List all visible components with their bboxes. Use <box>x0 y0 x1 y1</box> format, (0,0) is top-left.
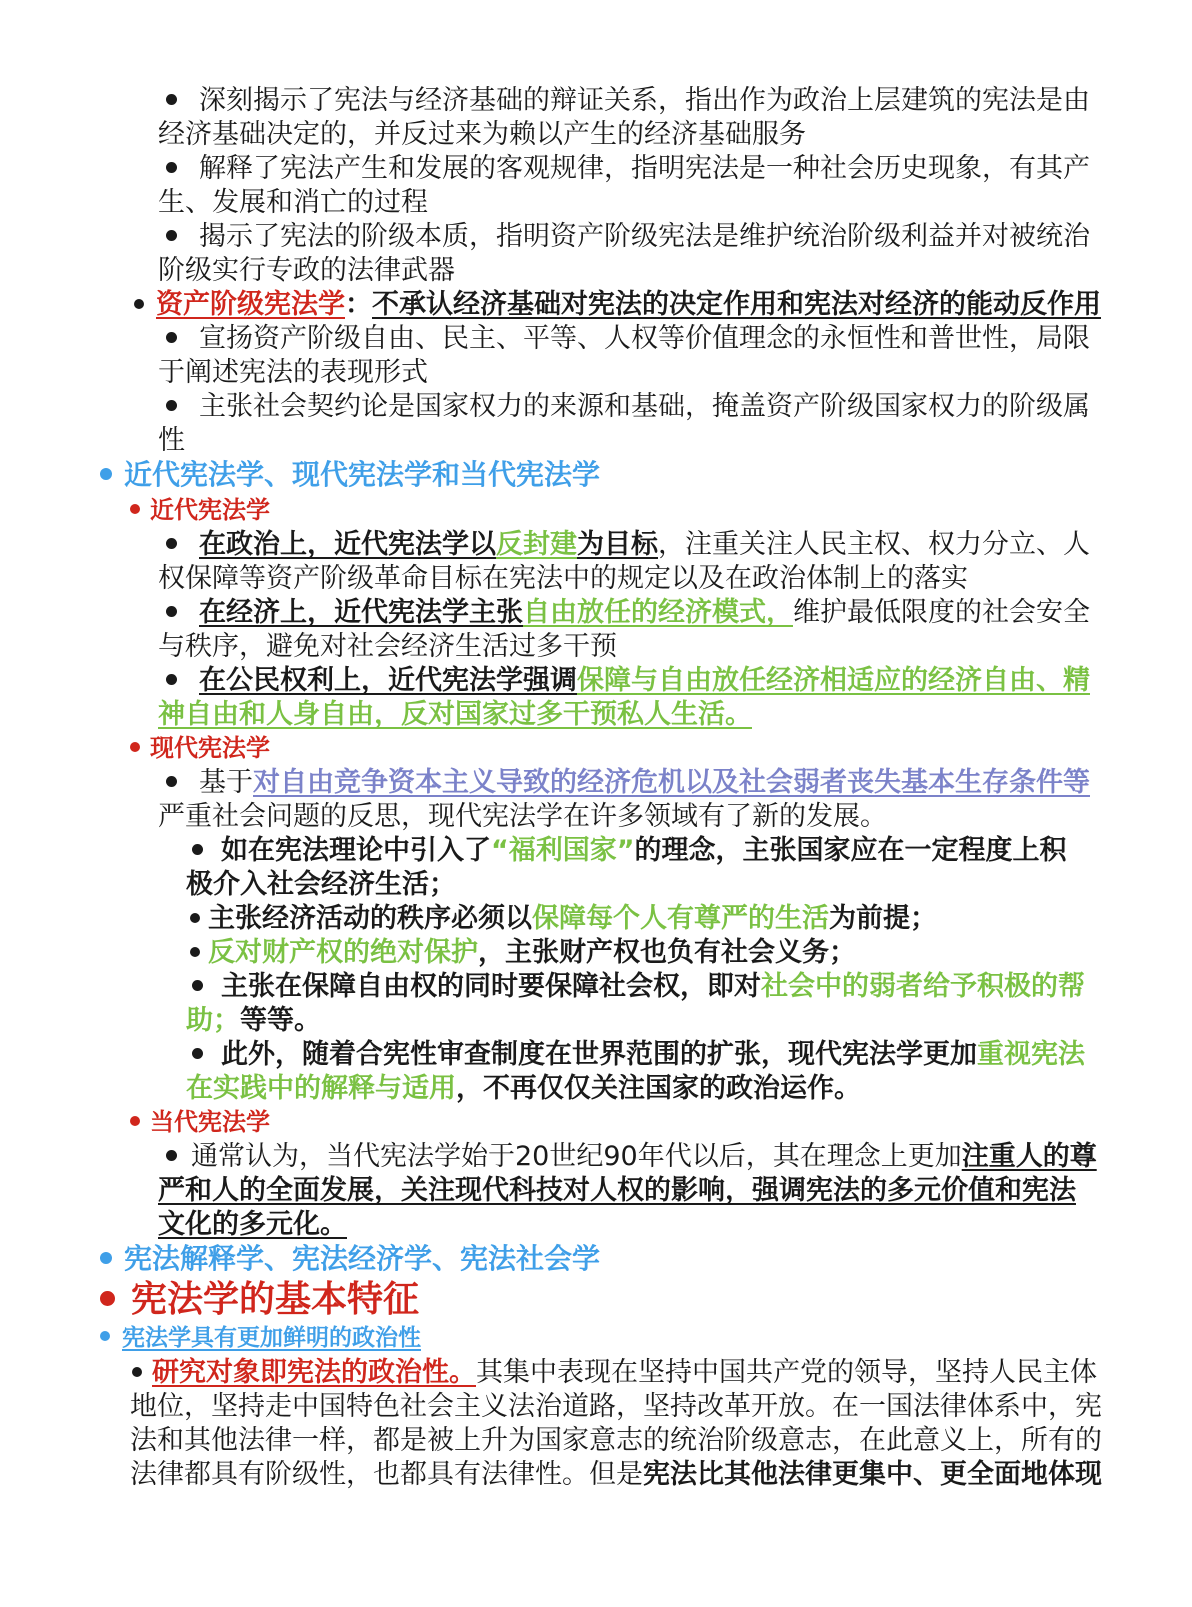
paragraph-line: 法和其他法律一样，都是被上升为国家意志的统治阶级意志，在此意义上，所有的 <box>130 1425 1102 1456</box>
list-item: 通常认为，当代宪法学始于20世纪90年代以后，其在理念上更加注重人的尊 <box>158 1140 1097 1174</box>
bullet-dot-icon <box>166 162 177 173</box>
list-item: 在政治上，近代宪法学以反封建为目标，注重关注人民主权、权力分立、人 <box>158 528 1090 562</box>
list-item: 揭示了宪法的阶级本质，指明资产阶级宪法是维护统治阶级利益并对被统治 <box>158 220 1090 254</box>
list-item: 反对财产权的绝对保护，主张财产权也负有社会义务； <box>186 936 856 970</box>
list-item: 主张社会契约论是国家权力的来源和基础，掩盖资产阶级国家权力的阶级属 <box>158 390 1090 424</box>
list-item: 宣扬资产阶级自由、民主、平等、人权等价值理念的永恒性和普世性，局限 <box>158 322 1090 356</box>
bullet-dot-icon <box>130 504 140 514</box>
bullet-dot-icon <box>100 1252 112 1264</box>
list-item-cont: 于阐述宪法的表现形式 <box>158 357 428 388</box>
list-item-cont: 严和人的全面发展，关注现代科技对人权的影响，强调宪法的多元价值和宪法 <box>158 1175 1076 1206</box>
bullet-dot-icon <box>190 947 200 957</box>
list-item-cont: 严重社会问题的反思，现代宪法学在许多领域有了新的发展。 <box>158 801 887 832</box>
list-item: 研究对象即宪法的政治性。其集中表现在坚持中国共产党的领导，坚持人民主体 <box>130 1356 1097 1390</box>
list-item: 主张在保障自由权的同时要保障社会权，即对社会中的弱者给予积极的帮 <box>186 970 1085 1004</box>
bullet-dot-icon <box>134 299 144 309</box>
bullet-dot-icon <box>166 332 177 343</box>
list-item-cont: 文化的多元化。 <box>158 1209 347 1240</box>
list-item-cont: 阶级实行专政的法律武器 <box>158 255 455 286</box>
subsection-heading: 现代宪法学 <box>128 732 270 764</box>
bullet-dot-icon <box>100 1291 115 1306</box>
bullet-dot-icon <box>130 1116 140 1126</box>
list-item-cont: 神自由和人身自由，反对国家过多干预私人生活。 <box>158 699 752 730</box>
bullet-dot-icon <box>192 844 203 855</box>
bullet-dot-icon <box>192 1048 203 1059</box>
list-item-cont: 在实践中的解释与适用，不再仅仅关注国家的政治运作。 <box>186 1073 861 1104</box>
subsection-heading: 当代宪法学 <box>128 1106 270 1138</box>
bullet-dot-icon <box>166 674 177 685</box>
bullet-dot-icon <box>166 538 177 549</box>
list-item: 深刻揭示了宪法与经济基础的辩证关系，指出作为政治上层建筑的宪法是由 <box>158 84 1090 118</box>
section-heading: 宪法解释学、宪法经济学、宪法社会学 <box>98 1241 600 1277</box>
subsection-heading: 宪法学具有更加鲜明的政治性 <box>98 1322 421 1354</box>
list-item-cont: 与秩序，避免对社会经济生活过多干预 <box>158 631 617 662</box>
list-item-cont: 助；等等。 <box>186 1005 321 1036</box>
list-item: 主张经济活动的秩序必须以保障每个人有尊严的生活为前提； <box>186 902 937 936</box>
list-item: 在公民权利上，近代宪法学强调保障与自由放任经济相适应的经济自由、精 <box>158 664 1090 698</box>
paragraph-line: 法律都具有阶级性，也都具有法律性。但是宪法比其他法律更集中、更全面地体现 <box>130 1459 1102 1490</box>
list-item-cont: 生、发展和消亡的过程 <box>158 187 428 218</box>
bullet-dot-icon <box>166 230 177 241</box>
subsection-heading: 近代宪法学 <box>128 494 270 526</box>
chapter-heading: 宪法学的基本特征 <box>98 1278 419 1322</box>
bullet-dot-icon <box>100 1331 110 1341</box>
list-item-cont: 权保障等资产阶级革命目标在宪法中的规定以及在政治体制上的落实 <box>158 563 968 594</box>
bullet-dot-icon <box>166 400 177 411</box>
list-item-cont: 极介入社会经济生活； <box>186 869 456 900</box>
list-item: 在经济上，近代宪法学主张自由放任的经济模式，维护最低限度的社会安全 <box>158 596 1090 630</box>
list-item-cont: 经济基础决定的，并反过来为赖以产生的经济基础服务 <box>158 119 806 150</box>
bullet-dot-icon <box>192 980 203 991</box>
list-item: 解释了宪法产生和发展的客观规律，指明宪法是一种社会历史现象，有其产 <box>158 152 1090 186</box>
bullet-dot-icon <box>166 94 177 105</box>
list-item: 此外，随着合宪性审查制度在世界范围的扩张，现代宪法学更加重视宪法 <box>186 1038 1085 1072</box>
bullet-dot-icon <box>132 1367 142 1377</box>
bullet-dot-icon <box>130 742 140 752</box>
bullet-dot-icon <box>166 606 177 617</box>
bullet-dot-icon <box>100 468 112 480</box>
paragraph-line: 地位，坚持走中国特色社会主义法治道路，坚持改革开放。在一国法律体系中，宪 <box>130 1391 1102 1422</box>
list-item-bourgeois: 资产阶级宪法学：不承认经济基础对宪法的决定作用和宪法对经济的能动反作用 <box>130 288 1101 322</box>
list-item: 如在宪法理论中引入了“福利国家”的理念，主张国家应在一定程度上积 <box>186 834 1067 868</box>
list-item-cont: 性 <box>158 425 185 456</box>
list-item: 基于对自由竞争资本主义导致的经济危机以及社会弱者丧失基本生存条件等 <box>158 766 1090 800</box>
section-heading: 近代宪法学、现代宪法学和当代宪法学 <box>98 457 600 493</box>
bullet-dot-icon <box>166 1150 177 1161</box>
bullet-dot-icon <box>190 913 200 923</box>
bullet-dot-icon <box>166 776 177 787</box>
